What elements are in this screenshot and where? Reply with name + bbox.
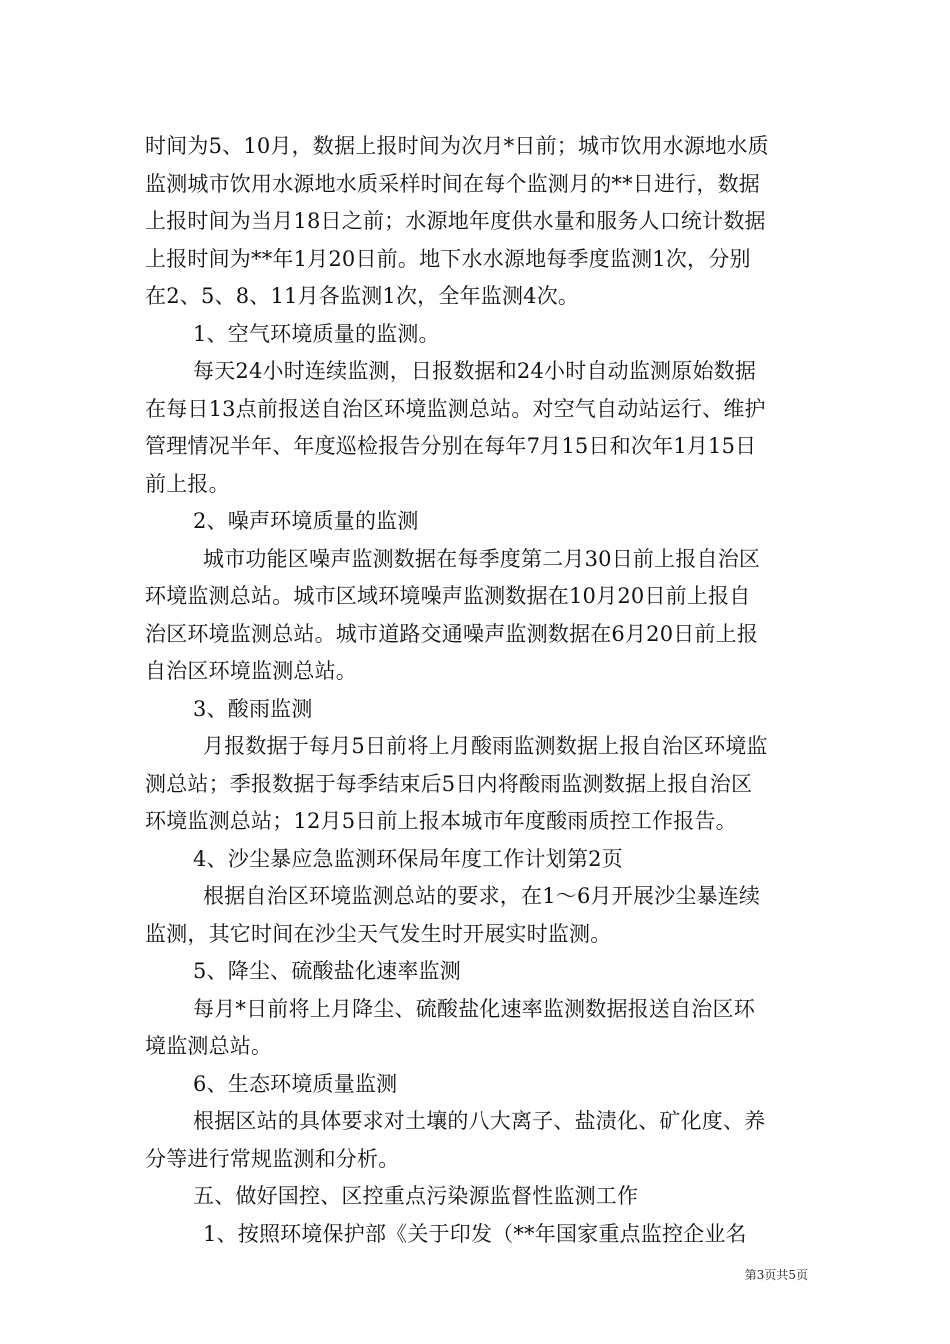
section-heading: 5、降尘、硫酸盐化速率监测 — [193, 959, 461, 983]
text-line: 每天24小时连续监测，日报数据和24小时自动监测原始数据 — [193, 359, 757, 383]
text-line: 月报数据于每月5日前将上月酸雨监测数据上报自治区环境监 — [203, 734, 768, 758]
text-line: 上报时间为**年1月20日前。地下水水源地每季度监测1次，分别 — [145, 246, 751, 271]
text-line: 自治区环境监测总站。 — [145, 659, 357, 683]
text-line: 治区环境监测总站。城市道路交通噪声监测数据在6月20日前上报 — [145, 621, 759, 646]
section-heading: 1、空气环境质量的监测。 — [193, 321, 440, 346]
text-line: 前上报。 — [145, 471, 230, 496]
text-line: 测总站；季报数据于每季结束后5日内将酸雨监测数据上报自治区 — [145, 771, 753, 796]
page-footer: 第3页共5页 — [744, 1268, 808, 1282]
text-line: 管理情况半年、年度巡检报告分别在每年7月15日和次年1月15日 — [145, 434, 757, 458]
text-line: 上报时间为当月18日之前；水源地年度供水量和服务人口统计数据 — [145, 209, 766, 233]
section-heading: 2、噪声环境质量的监测 — [193, 509, 419, 533]
text-line: 境监测总站。 — [145, 1034, 273, 1058]
text-line: 在每日13点前报送自治区环境监测总站。对空气自动站运行、维护 — [145, 396, 766, 421]
text-line: 环境监测总站；12月5日前上报本城市年度酸雨质控工作报告。 — [145, 809, 737, 833]
body-text — [145, 128, 810, 1253]
text-line: 监测城市饮用水源地水质采样时间在每个监测月的**日进行，数据 — [145, 171, 760, 196]
text-line: 每月*日前将上月降尘、硫酸盐化速率监测数据报送自治区环 — [193, 996, 755, 1021]
text-line: 根据自治区环境监测总站的要求，在1～6月开展沙尘暴连续 — [203, 884, 761, 908]
text-line: 1、按照环境保护部《关于印发（**年国家重点监控企业名 — [203, 1221, 747, 1246]
text-line: 环境监测总站。城市区域环境噪声监测数据在10月20日前上报自 — [145, 584, 751, 608]
text-line: 根据区站的具体要求对土壤的八大离子、盐渍化、矿化度、养 — [193, 1109, 766, 1133]
section-heading: 6、生态环境质量监测 — [193, 1071, 398, 1096]
section-heading: 4、沙尘暴应急监测环保局年度工作计划第2页 — [193, 846, 623, 871]
text-line: 分等进行常规监测和分析。 — [145, 1146, 400, 1171]
section-heading: 五、做好国控、区控重点污染源监督性监测工作 — [193, 1184, 639, 1208]
text-line: 城市功能区噪声监测数据在每季度第二月30日前上报自治区 — [203, 546, 761, 571]
section-heading: 3、酸雨监测 — [193, 696, 313, 721]
text-line: 监测，其它时间在沙尘天气发生时开展实时监测。 — [145, 921, 612, 946]
text-line: 在2、5、8、11月各监测1次，全年监测4次。 — [145, 284, 580, 308]
text-line: 时间为5、10月，数据上报时间为次月*日前；城市饮用水源地水质 — [145, 134, 769, 158]
